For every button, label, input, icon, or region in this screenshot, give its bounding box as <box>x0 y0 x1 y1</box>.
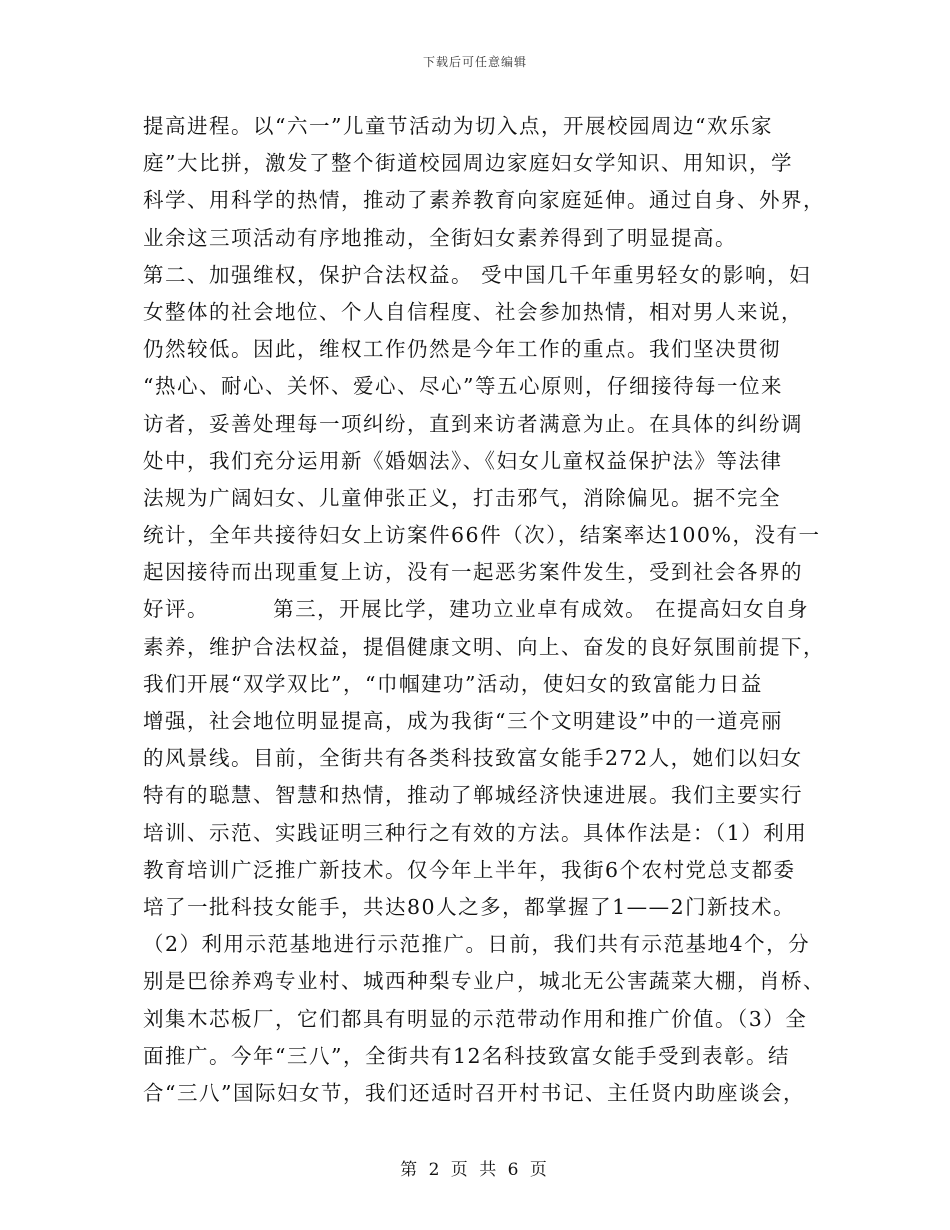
page-header: 下载后可任意编辑 <box>422 55 527 69</box>
text-line: 增强，社会地位明显提高，成为我街“三个文明建设”中的一道亮丽 <box>143 709 783 733</box>
text-line: 培训、示范、实践证明三种行之有效的方法。具体作法是：（1）利用 <box>143 820 808 845</box>
text-line: 法规为广阔妇女、儿童伸张正义，打击邪气，消除偏见。据不完全 <box>143 485 781 510</box>
text-line: 我们开展“双学双比”，“巾帼建功”活动，使妇女的致富能力日益 <box>143 671 763 696</box>
text-line: 合“三八”国际妇女节，我们还适时召开村书记、主任贤内助座谈会， <box>143 1080 805 1105</box>
text-line: 科学、用科学的热情，推动了素养教育向家庭延伸。通过自身、外界， <box>143 188 825 213</box>
text-line: 处中，我们充分运用新《婚姻法》、《妇女儿童权益保护法》等法律 <box>143 448 783 473</box>
body-text <box>143 108 823 1112</box>
text-line: 提高进程。以“六一”儿童节活动为切入点，开展校园周边“欢乐家 <box>143 114 773 138</box>
text-line: 培了一批科技女能手，共达80人之多，都掌握了1——2门新技术。 <box>143 894 796 919</box>
text-line: 第二、加强维权，保护合法权益。 受中国几千年重男轻女的影响，妇 <box>143 262 812 287</box>
text-line: 起因接待而出现重复上访，没有一起恶劣案件发生，受到社会各界的 <box>143 560 803 585</box>
text-line: 女整体的社会地位、个人自信程度、社会参加热情，相对男人来说， <box>143 299 803 324</box>
text-line: “热心、耐心、关怀、爱心、尽心”等五心原则，仔细接待每一位来 <box>143 374 783 399</box>
text-line: 统计，全年共接待妇女上访案件66件（次），结案率达100%，没有一 <box>143 523 821 548</box>
page-footer: 第 2 页 共 6 页 <box>400 1160 550 1180</box>
text-line: 特有的聪慧、智慧和热情，推动了郸城经济快速进展。我们主要实行 <box>143 783 803 808</box>
text-line: 庭”大比拼，激发了整个街道校园周边家庭妇女学知识、用知识，学 <box>143 151 793 176</box>
text-line: 面推广。今年“三八”，全街共有12名科技致富女能手受到表彰。结 <box>143 1043 791 1068</box>
text-line: 刘集木芯板厂，它们都具有明显的示范带动作用和推广价值。（3）全 <box>143 1006 808 1031</box>
text-line: 业余这三项活动有序地推动，全街妇女素养得到了明显提高。 <box>143 225 737 250</box>
text-line: 的风景线。目前，全街共有各类科技致富女能手272人，她们以妇女 <box>143 746 803 771</box>
text-line: 访者，妥善处理每一项纠纷，直到来访者满意为止。在具体的纠纷调 <box>143 411 803 436</box>
text-line: 好评。 第三，开展比学，建功立业卓有成效。 在提高妇女自身 <box>143 597 810 622</box>
text-line: 仍然较低。因此，维权工作仍然是今年工作的重点。我们坚决贯彻 <box>143 337 781 362</box>
text-line: （2）利用示范基地进行示范推广。日前，我们共有示范基地4个，分 <box>143 932 811 957</box>
text-line: 别是巴徐养鸡专业村、城西种梨专业户，城北无公害蔬菜大棚，肖桥、 <box>143 969 825 994</box>
text-line: 素养，维护合法权益，提倡健康文明、向上、奋发的良好氛围前提下， <box>143 634 825 659</box>
text-line: 教育培训广泛推广新技术。仅今年上半年，我街6个农村党总支都委 <box>143 857 796 882</box>
